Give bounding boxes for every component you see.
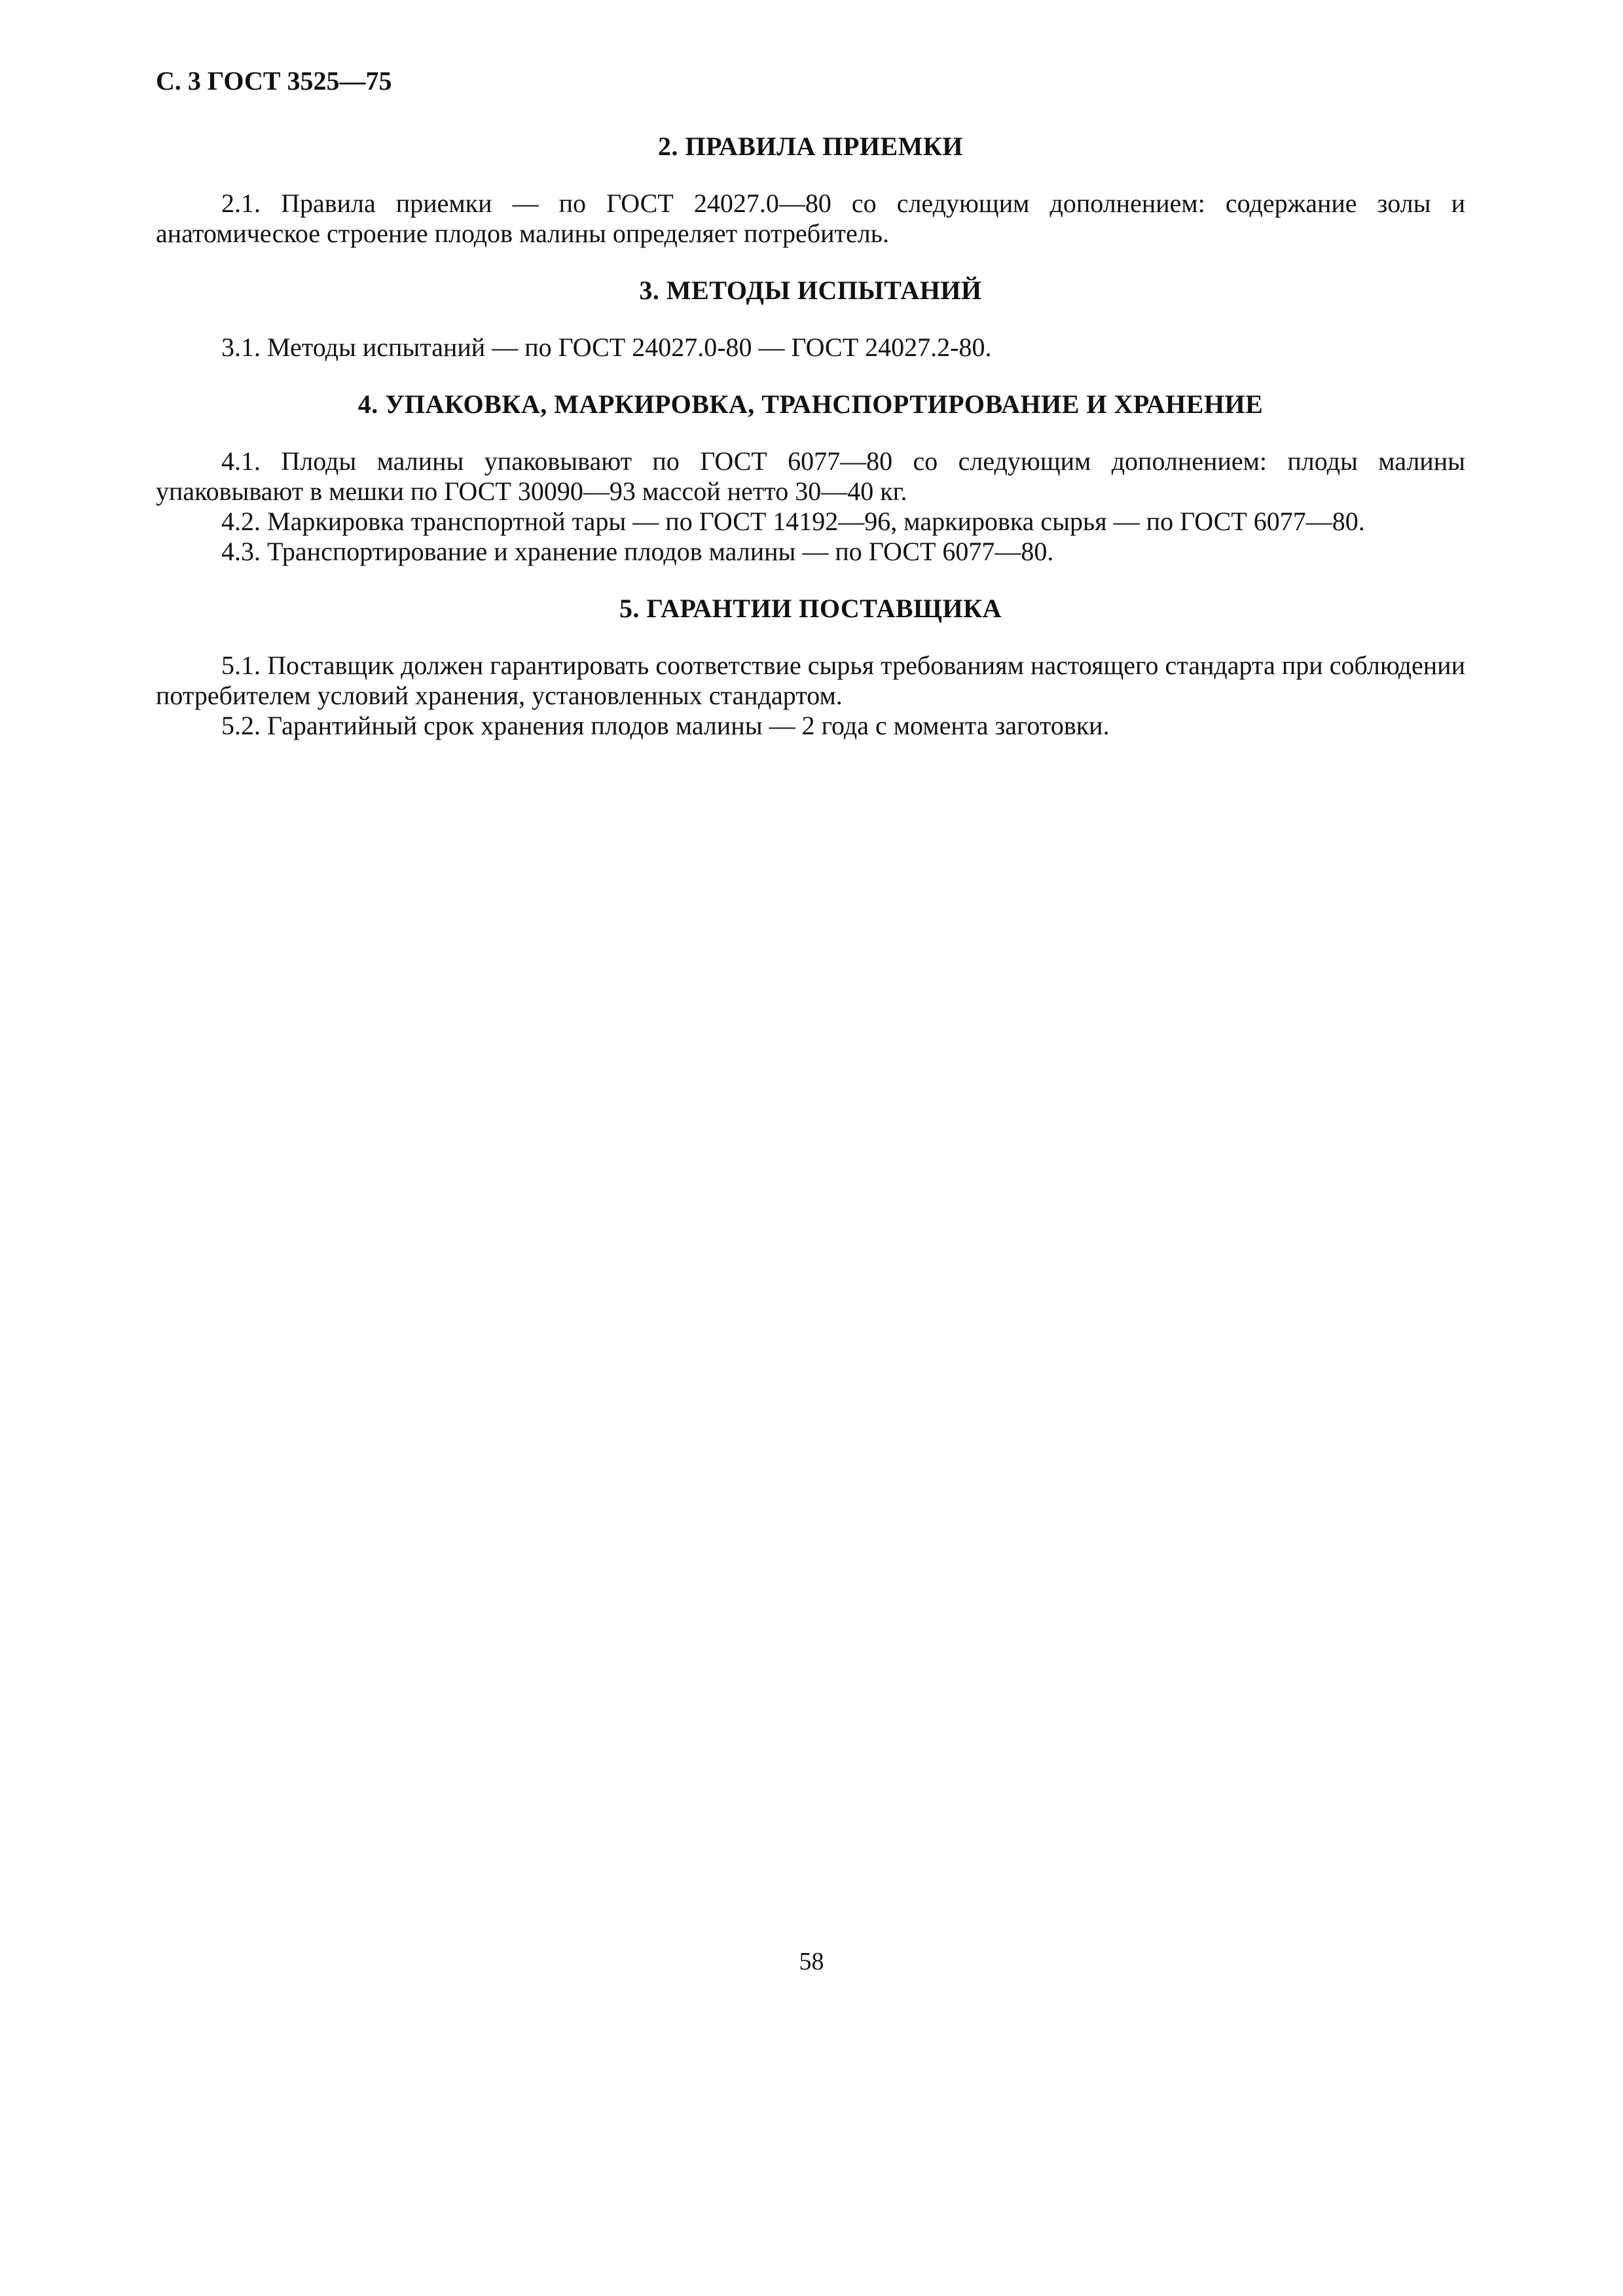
- paragraph: 4.3. Транспортирование и хранение плодов малины — по ГОСТ 6077—80.: [221, 537, 1054, 566]
- section-packaging: [156, 389, 1465, 567]
- paragraph: 4.2. Маркировка транспортной тары — по ГОСТ 14192—96, маркировка сырья — по ГОСТ 6077—80.: [221, 507, 1365, 536]
- paragraph: 5.2. Гарантийный срок хранения плодов малины — 2 года с момента заготовки.: [221, 711, 1110, 740]
- page-header: С. 3 ГОСТ 3525—75: [156, 66, 392, 96]
- section-title: 4. УПАКОВКА, МАРКИРОВКА, ТРАНСПОРТИРОВАНИЕ И ХРАНЕНИЕ: [357, 389, 1264, 419]
- paragraph: 3.1. Методы испытаний — по ГОСТ 24027.0-80 — ГОСТ 24027.2-80.: [221, 332, 992, 362]
- page-number: 58: [799, 1948, 824, 1975]
- paragraph: 2.1. Правила приемки — по ГОСТ 24027.0—80 со следующим дополнением: содержание золы и анатомическое строение плодов малины определяет потребитель.: [156, 188, 1465, 248]
- section-acceptance-rules: [156, 131, 1465, 249]
- section-title: 3. МЕТОДЫ ИСПЫТАНИЙ: [639, 276, 982, 305]
- section-test-methods: [156, 275, 1465, 363]
- paragraph: 5.1. Поставщик должен гарантировать соответствие сырья требованиям настоящего стандарта при соблюдении потребителем условий хранения, установленных стандартом.: [156, 651, 1465, 710]
- section-title: 2. ПРАВИЛА ПРИЕМКИ: [657, 132, 963, 161]
- paragraph: 4.1. Плоды малины упаковывают по ГОСТ 6077—80 со следующим дополнением: плоды малины упаковывают в мешки по ГОСТ 30090—93 массой нетто 30—40 кг.: [156, 446, 1465, 506]
- document-body: [156, 131, 1465, 767]
- section-title: 5. ГАРАНТИИ ПОСТАВЩИКА: [619, 594, 1002, 623]
- section-supplier-guarantees: [156, 593, 1465, 741]
